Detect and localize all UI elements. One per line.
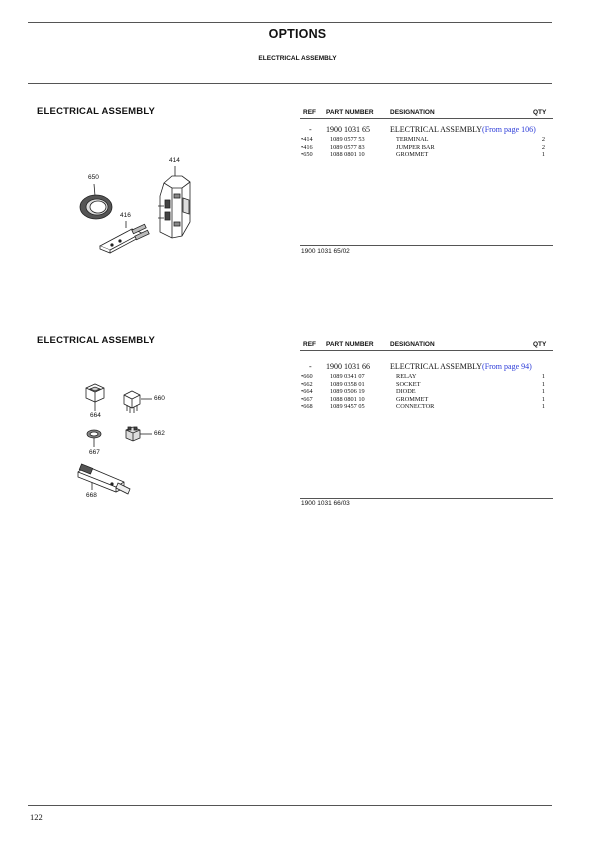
page-subtitle: ELECTRICAL ASSEMBLY bbox=[258, 55, 337, 62]
row-designation: GROMMET bbox=[396, 151, 429, 159]
page-title: OPTIONS bbox=[268, 27, 327, 41]
row-qty: 1 bbox=[541, 395, 545, 403]
section-title: ELECTRICAL ASSEMBLY bbox=[37, 335, 155, 346]
row-part-number: 1088 0801 10 bbox=[330, 151, 365, 159]
callout-label: 660 bbox=[154, 395, 165, 402]
callout-label: 664 bbox=[90, 412, 101, 419]
row-ref: •662 bbox=[301, 380, 313, 388]
section-title: ELECTRICAL ASSEMBLY bbox=[37, 106, 155, 117]
row-designation: TERMINAL bbox=[396, 136, 429, 143]
callout-label: 662 bbox=[154, 430, 165, 437]
row-part-number: 1089 0358 01 bbox=[330, 380, 365, 388]
figure-reference: 1900 1031 66/03 bbox=[301, 500, 350, 507]
row-ref: •668 bbox=[301, 403, 313, 411]
column-header-part-number: PART NUMBER bbox=[326, 341, 374, 348]
callout-label: 668 bbox=[86, 492, 97, 499]
page-number: 122 bbox=[30, 812, 43, 822]
row-qty: 1 bbox=[541, 380, 545, 388]
row-designation: SOCKET bbox=[396, 380, 421, 388]
column-header-qty: QTY bbox=[533, 341, 547, 348]
page-link[interactable]: (From page 106) bbox=[482, 125, 536, 134]
column-header-ref: REF bbox=[303, 109, 316, 116]
main-designation: ELECTRICAL ASSEMBLY(From page 106) bbox=[390, 125, 536, 134]
row-part-number: 1089 0506 19 bbox=[330, 388, 365, 396]
row-qty: 2 bbox=[541, 143, 545, 151]
row-part-number: 1089 0577 53 bbox=[330, 136, 365, 143]
footer-rule bbox=[28, 805, 552, 806]
relay-icon bbox=[124, 391, 140, 413]
row-designation: RELAY bbox=[396, 373, 417, 380]
row-ref: •416 bbox=[301, 143, 313, 151]
main-ref: - bbox=[309, 362, 312, 371]
row-ref: •660 bbox=[301, 373, 313, 380]
main-part-number: 1900 1031 66 bbox=[326, 362, 370, 371]
column-header-designation: DESIGNATION bbox=[390, 341, 435, 348]
column-header-designation: DESIGNATION bbox=[390, 109, 435, 116]
row-qty: 1 bbox=[541, 388, 545, 396]
row-qty: 2 bbox=[541, 136, 545, 143]
connector-icon bbox=[78, 464, 130, 494]
row-part-number: 1089 0341 07 bbox=[330, 373, 365, 380]
row-qty: 1 bbox=[541, 403, 545, 411]
column-header-qty: QTY bbox=[533, 109, 547, 116]
row-designation: CONNECTOR bbox=[396, 403, 435, 411]
callout-label: 650 bbox=[88, 174, 99, 181]
row-designation: JUMPER BAR bbox=[396, 143, 435, 151]
socket-icon bbox=[126, 427, 140, 441]
main-designation: ELECTRICAL ASSEMBLY(From page 94) bbox=[390, 362, 532, 371]
column-header-part-number: PART NUMBER bbox=[326, 109, 374, 116]
grommet-icon bbox=[87, 430, 101, 438]
row-part-number: 1088 0801 10 bbox=[330, 395, 365, 403]
main-ref: - bbox=[309, 125, 312, 134]
callout-label: 416 bbox=[120, 212, 131, 219]
page-link[interactable]: (From page 94) bbox=[482, 362, 532, 371]
row-part-number: 1089 0577 83 bbox=[330, 143, 365, 151]
row-ref: •664 bbox=[301, 388, 313, 396]
row-qty: 1 bbox=[541, 373, 545, 380]
column-header-ref: REF bbox=[303, 341, 316, 348]
diode-icon bbox=[86, 384, 104, 402]
callout-label: 414 bbox=[169, 157, 180, 164]
row-designation: DIODE bbox=[396, 388, 416, 396]
row-ref: •414 bbox=[301, 136, 313, 143]
row-ref: •667 bbox=[301, 395, 313, 403]
row-part-number: 1089 9457 05 bbox=[330, 403, 365, 411]
row-qty: 1 bbox=[541, 151, 545, 159]
row-ref: •650 bbox=[301, 151, 313, 159]
figure-reference: 1900 1031 65/02 bbox=[301, 248, 350, 255]
row-designation: GROMMET bbox=[396, 395, 429, 403]
callout-label: 667 bbox=[89, 449, 100, 456]
main-part-number: 1900 1031 65 bbox=[326, 125, 370, 134]
